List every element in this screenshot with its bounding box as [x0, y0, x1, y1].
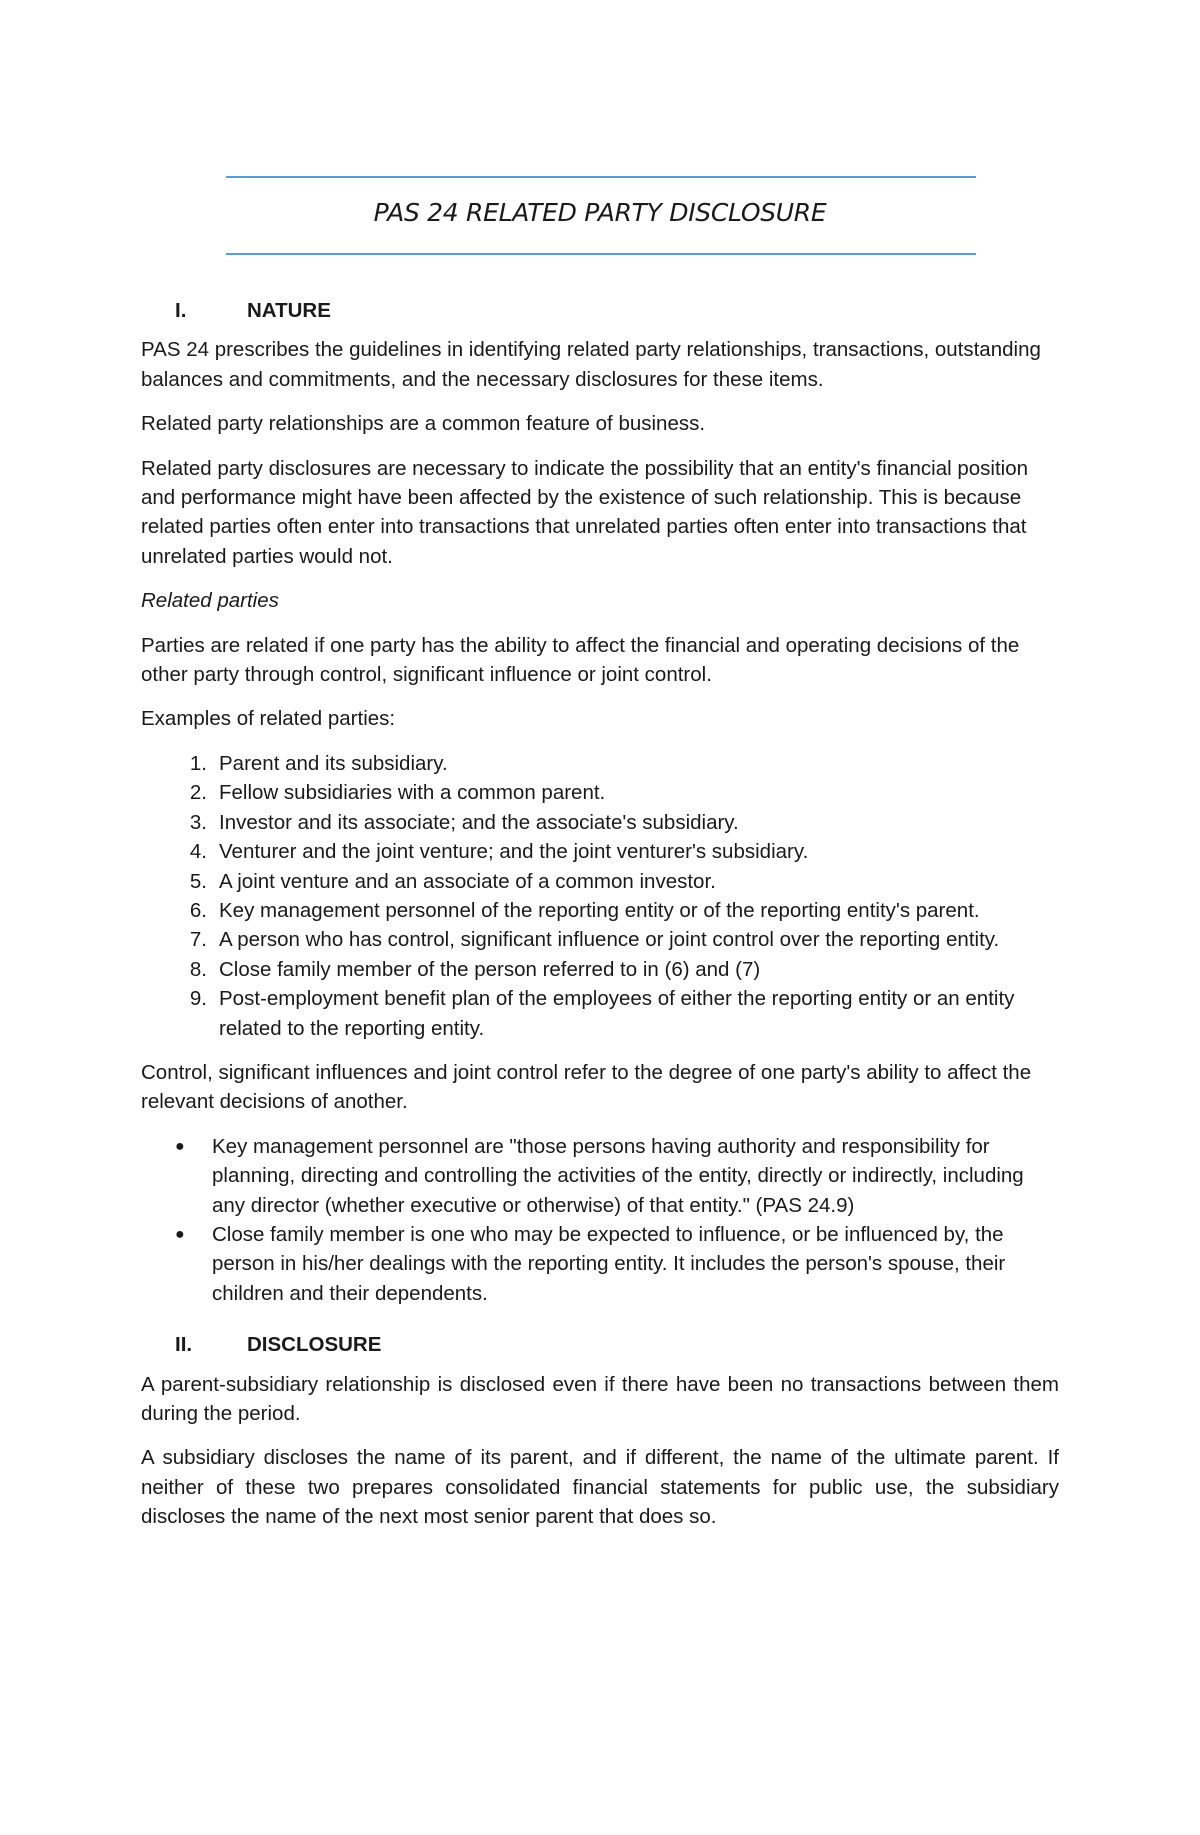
examples-intro: Examples of related parties:	[141, 707, 396, 731]
list-item: ● Close family member is one who may be expected to influence, or be influenced by, the person in his/her dealings with the reporting entity. It includes the person's spouse, their children and their dependents.	[141, 1220, 1059, 1308]
document-title: PAS 24 RELATED PARTY DISCLOSURE	[373, 198, 827, 227]
list-item: 1. Parent and its subsidiary.	[189, 751, 448, 775]
examples-list	[141, 749, 1059, 1043]
title-bottom-rule	[226, 253, 976, 255]
section-number: II.	[175, 1333, 193, 1357]
section-heading-nature	[141, 296, 1059, 325]
title-top-rule	[226, 176, 976, 178]
list-item: 2. Fellow subsidiaries with a common parent.	[189, 781, 606, 805]
list-item: 7. A person who has control, significant influence or joint control over the reporting entity.	[189, 928, 1000, 952]
list-item: 4. Venturer and the joint venture; and the joint venturer's subsidiary.	[189, 840, 809, 864]
list-item: 8. Close family member of the person referred to in (6) and (7)	[189, 957, 761, 981]
section-number: I.	[175, 299, 187, 322]
paragraph: Related party disclosures are necessary to indicate the possibility that an entity's financial position and performance might have been affected by the existence of such relationship. This is because related parties often enter into transactions that unrelated parties often enter into transactions that unrelated parties would not.	[141, 456, 1029, 568]
section-title: DISCLOSURE	[247, 1333, 382, 1357]
paragraph: Related party relationships are a common feature of business.	[141, 412, 706, 436]
document-body	[141, 290, 1059, 1547]
list-item: 5. A joint venture and an associate of a common investor.	[189, 869, 716, 893]
bullet-icon: ●	[175, 1137, 185, 1155]
paragraph: A parent-subsidiary relationship is disclosed even if there have been no transactions between them during the period.	[141, 1372, 1059, 1425]
paragraph-definition: Parties are related if one party has the ability to affect the financial and operating decisions of the other party through control, significant influence or joint control.	[141, 633, 1020, 687]
paragraph: PAS 24 prescribes the guidelines in identifying related party relationships, transactions, outstanding balances and commitments, and the necessary disclosures for these items.	[141, 338, 1041, 391]
bullet-icon: ●	[175, 1225, 185, 1243]
bullet-list	[141, 1132, 1059, 1308]
subheading-related-parties: Related parties	[141, 589, 279, 613]
list-item: ● Key management personnel are "those persons having authority and responsibility for planning, directing and controlling the activities of the entity, directly or indirectly, including any director (whether executive or otherwise) of that entity." (PAS 24.9)	[141, 1132, 1059, 1220]
section-heading-disclosure	[141, 1330, 1059, 1359]
paragraph-control: Control, significant influences and joint control refer to the degree of one party's ability to affect the relevant decisions of another.	[141, 1060, 1032, 1114]
paragraph: A subsidiary discloses the name of its parent, and if different, the name of the ultimate parent. If neither of these two prepares consolidated financial statements for public use, the subsidiary discloses the name of the next most senior parent that does so.	[141, 1446, 1059, 1529]
list-item: 9. Post-employment benefit plan of the employees of either the reporting entity or an entity related to the reporting entity.	[189, 987, 1015, 1040]
list-item: 3. Investor and its associate; and the associate's subsidiary.	[189, 810, 739, 834]
section-title: NATURE	[247, 299, 331, 322]
list-item: 6. Key management personnel of the reporting entity or of the reporting entity's parent.	[189, 898, 980, 922]
